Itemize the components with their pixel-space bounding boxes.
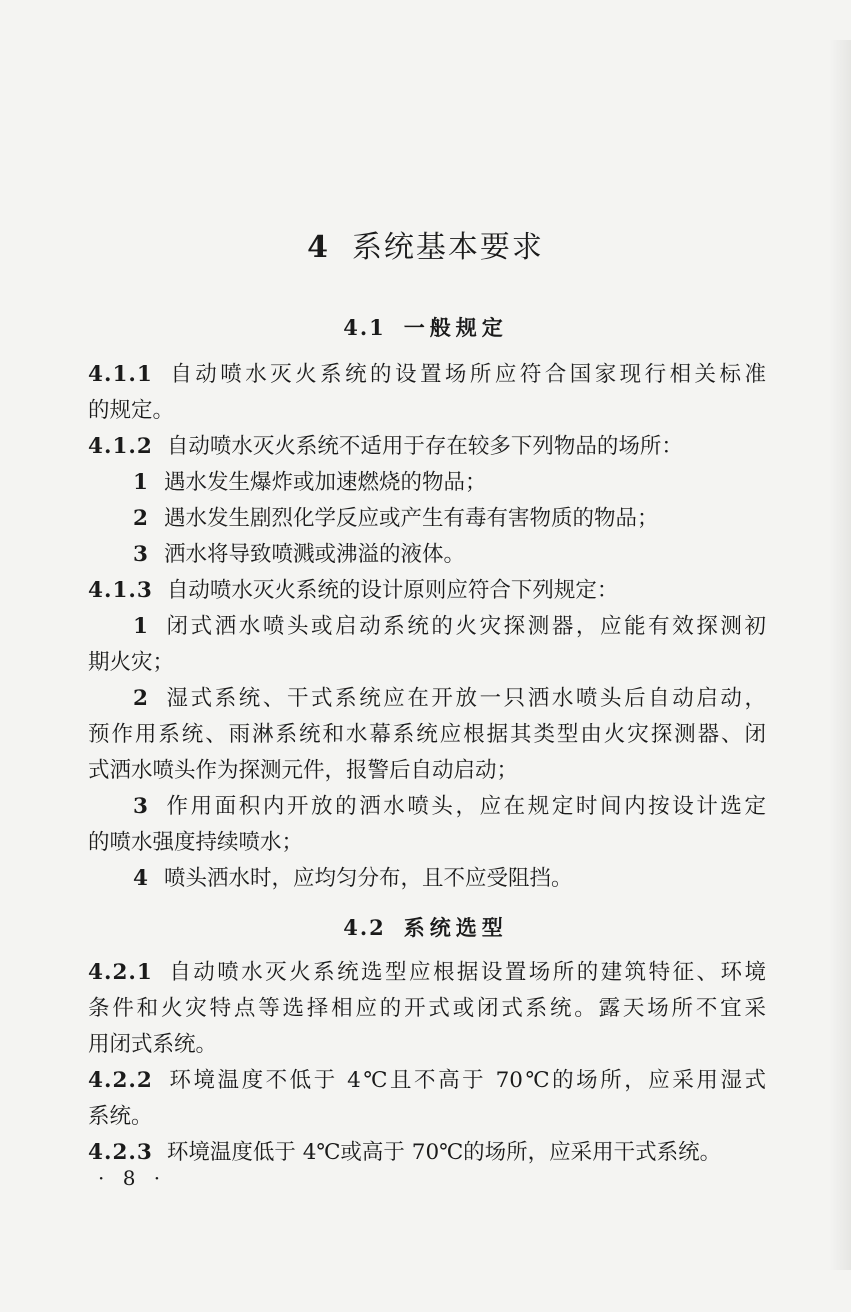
item-number: 1 [133,470,148,495]
clause-4-2-1-line-2 [88,994,766,1024]
clause-text: 环境温度低于 4℃或高于 70℃的场所，应采用干式系统。 [166,1140,722,1165]
section-title-text: 一般规定 [403,315,508,340]
clause-text: 自动喷水灭火系统的设计原则应符合下列规定： [166,578,619,603]
item-text: 的喷水强度持续喷水； [88,830,304,855]
page-number: · 8 · [98,1166,167,1190]
clause-number: 4.1.3 [88,578,153,603]
list-item-continuation [88,828,303,858]
clause-4-2-1-line-1 [88,958,766,988]
chapter-title [0,222,851,266]
clause-text: 系统。 [88,1104,153,1129]
list-item [133,864,572,894]
item-text: 作用面积内开放的洒水喷头，应在规定时间内按设计选定 [163,794,766,819]
clause-4-1-2-line-1 [88,432,683,462]
chapter-number: 4 [307,230,330,265]
list-item-continuation [88,720,766,750]
clause-4-2-2-line-2 [88,1102,153,1132]
clause-text: 自动喷水灭火系统不适用于存在较多下列物品的场所： [166,434,683,459]
item-text: 式洒水喷头作为探测元件，报警后自动启动； [88,758,519,783]
item-number: 3 [133,542,148,567]
chapter-title-text: 系统基本要求 [351,230,544,265]
section-title-text: 系统选型 [403,915,508,940]
clause-4-1-1-line-1 [88,360,766,390]
clause-text: 环境温度不低于 4℃且不高于 70℃的场所，应采用湿式 [166,1068,766,1093]
item-text: 遇水发生爆炸或加速燃烧的物品； [163,470,487,495]
item-number: 1 [133,614,148,639]
clause-number: 4.2.3 [88,1140,153,1165]
item-text: 闭式洒水喷头或启动系统的火灾探测器，应能有效探测初 [163,614,766,639]
list-item-continuation [88,756,518,786]
item-number: 3 [133,794,148,819]
item-number: 2 [133,506,148,531]
clause-text: 的规定。 [88,398,175,423]
clause-4-2-1-line-3 [88,1030,217,1060]
section-title-4-2 [0,912,851,942]
item-number: 2 [133,686,148,711]
clause-text: 自动喷水灭火系统的设置场所应符合国家现行相关标准 [166,362,766,387]
list-item [133,684,766,714]
clause-4-1-3-line-1 [88,576,618,606]
item-text: 预作用系统、雨淋系统和水幕系统应根据其类型由火灾探测器、闭 [88,722,766,747]
clause-number: 4.1.1 [88,362,153,387]
item-text: 遇水发生剧烈化学反应或产生有毒有害物质的物品； [163,506,659,531]
clause-text: 条件和火灾特点等选择相应的开式或闭式系统。露天场所不宜采 [88,996,766,1021]
clause-number: 4.2.2 [88,1068,153,1093]
section-number: 4.1 [343,315,386,340]
clause-text: 自动喷水灭火系统选型应根据设置场所的建筑特征、环境 [166,960,766,985]
item-text: 期火灾； [88,650,175,675]
clause-4-1-1-line-2 [88,396,174,426]
clause-4-2-3-line-1 [88,1138,721,1168]
list-item [133,468,486,498]
clause-4-2-2-line-1 [88,1066,766,1096]
list-item [133,540,465,570]
item-text: 洒水将导致喷溅或沸溢的液体。 [163,542,465,567]
item-text: 喷头洒水时，应均匀分布，且不应受阻挡。 [163,866,573,891]
list-item-continuation [88,648,174,678]
section-title-4-1 [0,312,851,342]
section-number: 4.2 [343,915,386,940]
item-text: 湿式系统、干式系统应在开放一只洒水喷头后自动启动， [163,686,766,711]
clause-number: 4.2.1 [88,960,153,985]
list-item [133,612,766,642]
list-item [133,792,766,822]
clause-text: 用闭式系统。 [88,1032,218,1057]
list-item [133,504,658,534]
clause-number: 4.1.2 [88,434,153,459]
item-number: 4 [133,866,148,891]
